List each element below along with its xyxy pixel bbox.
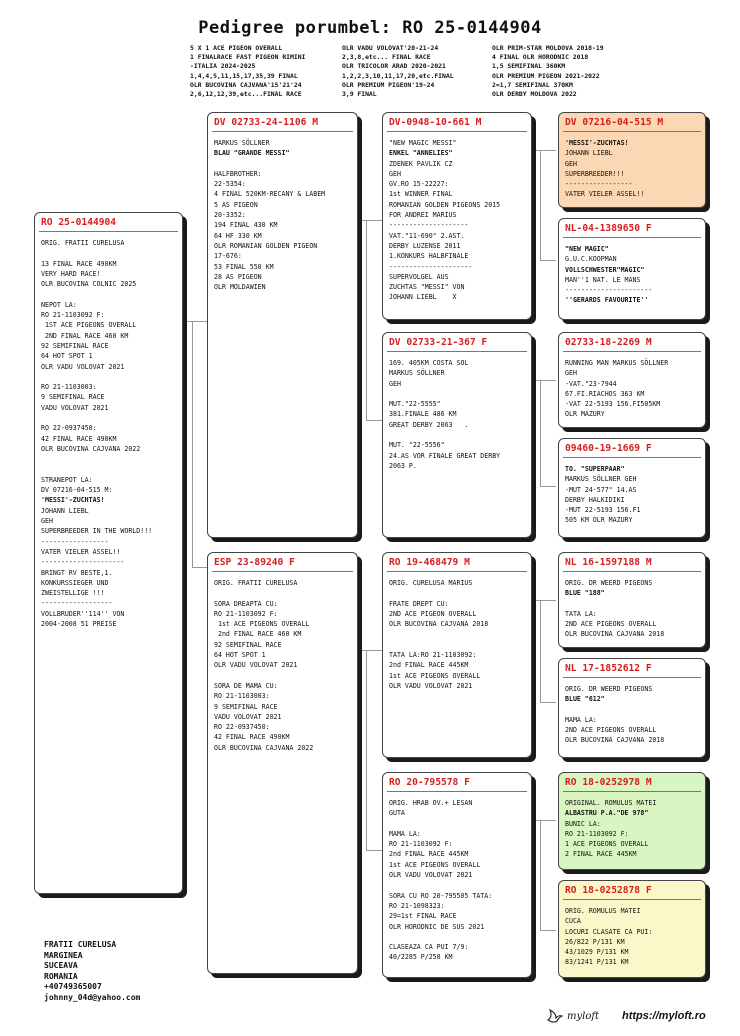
card-ring-number: DV 02733-21-367 F [389, 337, 488, 348]
card-text-line [41, 289, 176, 299]
result-line: 5 X 1 ACE PIGEON OVERALL [190, 44, 283, 52]
card-text-line: VADU VOLOVAT 2021 [214, 712, 282, 721]
card-ring-number: ESP 23-89240 F [214, 557, 295, 568]
connector-line [540, 150, 541, 260]
result-line: 1,5 SEMIFINAL 360KM [492, 62, 566, 71]
card-text-line: HALFBROTHER: [214, 169, 262, 178]
card-text-line: SORA DE MAMA CU: [214, 681, 278, 690]
card-text-line: VERY HARD RACE! [41, 269, 101, 278]
card-text-line: 92 SEMIFINAL RACE [41, 341, 109, 350]
card-text-line: ORIG. HRAB OV.+ LESAN [389, 799, 473, 807]
card-text-line: GV.RO 15-22227: [389, 180, 449, 189]
card-ring-number: NL 17-1852612 F [565, 663, 652, 674]
card-text-line: ORIG. DR WEERD PIGEONS [565, 685, 653, 693]
card-text-line [389, 430, 525, 440]
card-text-line: 194 FINAL 430 KM [214, 221, 278, 230]
site-url-link[interactable]: https://myloft.ro [622, 1010, 706, 1022]
card-text-line: G.U.C.KOOPMAN [565, 255, 617, 264]
result-line: OLR PREMIUM PIGEON 2021-2022 [492, 71, 600, 80]
card-text-line: LOCURI CLASATE CA PUI: [565, 927, 653, 936]
card-text-line: 20-3352: [214, 211, 246, 220]
card-text-line: VATER VIELER ASSEL!! [565, 190, 645, 199]
card-text-line: MAMA LA: [565, 715, 597, 724]
card-text-line: VOLLSCHWESTER"MAGIC" [565, 265, 645, 274]
contact-line: FRATII CURELUSA [44, 940, 117, 949]
card-text-line: CUCA [565, 917, 581, 926]
result-line: OLR VADU VOLOVAT'20-21-24 [342, 44, 439, 52]
card-text-line: 24.AS VOR FINALE GREAT DERBY [389, 451, 501, 460]
result-line: OLR PREMIUM PIGEON'19-24 [342, 80, 435, 89]
card-ring-number: DV-0948-10-661 M [389, 117, 482, 128]
card-text-line: 64 HOT SPOT 1 [41, 352, 93, 361]
card-text-line [41, 248, 176, 258]
card-text-line: OLR BUCOVINA CAJVANA 2018 [389, 620, 489, 629]
result-line: 2=1,7 SEMIFINAL 370KM [492, 80, 573, 89]
card-text-line [389, 588, 525, 598]
result-line: 1 FINALRACE FAST PIGEON RIMINI [190, 53, 306, 62]
card-body [383, 572, 531, 695]
card-text-line: RO 21-1103092 F: [41, 311, 105, 320]
card-text-line: 2nd FINAL RACE 460 KM [214, 630, 302, 639]
contact-line[interactable]: +40749365007 [44, 982, 102, 992]
card-text-line: SUPERBREEDER IN THE WORLD!!! [41, 527, 153, 536]
card-text-line: 2nd FINAL RACE 445KM [389, 850, 469, 859]
card-text-line: OLR BUCOVINA CAJVANA 2018 [565, 630, 665, 639]
card-text-line: CLASEAZA CA PUI 7/9: [389, 943, 469, 952]
card-text-line: ORIG. FRATII CURELUSA [214, 579, 298, 587]
card-text-line: ORIG. CURELUSA MARIUS [389, 579, 473, 587]
connector-line [358, 220, 382, 221]
results-column-1 [190, 44, 305, 99]
card-text-line: GUTA [389, 809, 405, 818]
results-column-2 [342, 44, 454, 99]
card-text-line: SORA DREAPTA CU: [214, 599, 278, 608]
card-text-line: 13 FINAL RACE 490KM [41, 259, 117, 268]
card-ring-number: DV 02733-24-1106 M [214, 117, 318, 128]
card-text-line: GEH [41, 517, 53, 526]
card-text-line [389, 640, 525, 650]
card-text-line: 4 FINAL 520KM-RECANY & LABEM [214, 190, 326, 199]
card-text-line: 67.FI.RIACHOS 363 KM [565, 389, 645, 398]
pigeon-card-dam-dam[interactable] [382, 772, 532, 978]
card-body [559, 352, 705, 424]
card-text-line: OLR HORODNIC DE SUS 2021 [389, 922, 485, 931]
result-line: 1,4,4,5,11,15,17,35,39 FINAL [190, 71, 298, 80]
card-text-line: VOLLBRUDER''114'' VON [41, 609, 125, 618]
card-text-line: OLR VADU VOLOVAT 2021 [389, 871, 473, 880]
card-text-line: -------------------- [389, 221, 469, 230]
card-text-line: GEH [389, 379, 401, 388]
card-text-line: 64 HF 330 KM [214, 231, 262, 240]
connector-line [532, 600, 556, 601]
card-text-line [41, 454, 176, 464]
card-body [383, 792, 531, 967]
card-text-line: 1 ACE PIGEONS OVERALL [565, 840, 649, 849]
card-text-line: ''GERARDS FAVOURITE'' [565, 296, 649, 305]
card-text-line: OLR ROMANIAN GOLDEN PIGEON [214, 241, 318, 250]
card-text-line: 92 SEMIFINAL RACE [214, 640, 282, 649]
card-ring-number: RO 18-0252878 F [565, 885, 652, 896]
result-line: OLR DERBY MOLDOVA 2022 [492, 89, 577, 98]
card-text-line: OLR VADU VOLOVAT 2021 [389, 681, 473, 690]
card-text-line: VADU VOLOVAT 2021 [41, 403, 109, 412]
card-text-line [41, 465, 176, 475]
card-text-line [389, 880, 525, 890]
card-text-line: 43/1029 P/131 KM [565, 948, 629, 957]
card-text-line: RO 22-0937450: [214, 723, 270, 732]
result-line: OLR PRIM-STAR MOLDOVA 2018-19 [492, 44, 604, 52]
connector-line [532, 380, 556, 381]
card-ring-number: 02733-18-2269 M [565, 337, 652, 348]
card-text-line: FRATE DREPT CU: [389, 599, 449, 608]
pigeon-card-dam-dam-sire[interactable] [558, 772, 706, 870]
pigeon-card-sire-sire-sire[interactable] [558, 112, 706, 208]
card-text-line: 2ND ACE PIGEON OVERALL [389, 609, 477, 618]
result-line: 2,6,12,12,39,etc...FINAL RACE [190, 89, 302, 98]
result-line: 1,2,2,3,10,11,17,20,etc.FINAL [342, 71, 454, 80]
card-text-line: SORA CU RO 20-795505 TATA: [389, 891, 493, 900]
card-text-line: OLR MAZURY [565, 410, 605, 419]
pigeon-card-sire-dam-sire[interactable] [558, 332, 706, 428]
card-text-line: RUNNING MAN MARKUS SÖLLNER [565, 359, 669, 367]
card-text-line: TATA LA: [565, 609, 597, 618]
card-text-line: ----------------- [41, 537, 109, 546]
card-text-line: JOHANN LIEBL X [389, 293, 457, 302]
card-ring-number: RO 19-468479 M [389, 557, 470, 568]
card-text-line: BRINGT RV BESTE,1. [41, 568, 113, 577]
card-text-line [389, 819, 525, 829]
card-body [559, 458, 705, 530]
card-text-line: OLR BUCOVINA CAJVANA 2022 [214, 743, 314, 752]
card-text-line: OLR BUCOVINA CAJVANA 2018 [565, 736, 665, 745]
card-text-line: ZDENEK PAVLIK CZ [389, 159, 453, 168]
card-text-line: -MUT 24-577" 14.AS [565, 485, 637, 494]
card-text-line: 1ST ACE PIGEONS OVERALL [41, 321, 137, 330]
card-text-line: ------------------ [41, 599, 113, 608]
card-body [559, 132, 705, 204]
card-ring-number: NL 16-1597188 M [565, 557, 652, 568]
card-text-line: VAT."11-690" 2.AST. [389, 231, 465, 240]
card-text-line: 1st ACE PIGEONS OVERALL [214, 620, 310, 629]
card-text-line: 1.KONKURS HALBFINALE [389, 252, 469, 261]
card-ring-number: 09460-19-1669 F [565, 443, 652, 454]
connector-line [192, 567, 207, 568]
card-text-line: DERBY LUZENSE 2011 [389, 241, 461, 250]
connector-line [358, 650, 382, 651]
connector-line [540, 820, 541, 930]
card-text-line: GEH [389, 169, 401, 178]
results-column-3 [492, 44, 604, 99]
card-text-line: 'MESSI'-ZUCHTAS! [565, 139, 629, 147]
card-ring-number: RO 20-795578 F [389, 777, 470, 788]
card-text-line: 5 AS PIGEON [214, 200, 258, 209]
card-text-line: 1st WINNER FINAL [389, 190, 453, 199]
card-text-line: ----------------- [565, 180, 633, 189]
pigeon-card-dam[interactable] [207, 552, 358, 974]
card-body [559, 792, 705, 864]
card-body [559, 572, 705, 644]
connector-line [366, 650, 367, 850]
card-text-line: SUPERVOLGEL AUS [389, 272, 449, 281]
card-body [559, 900, 705, 972]
card-ring-number: DV 07216-04-515 M [565, 117, 664, 128]
card-text-line [565, 599, 699, 609]
pigeon-card-dam-sire[interactable] [382, 552, 532, 758]
card-text-line: MUT."22-5555" [389, 400, 441, 409]
card-text-line: RO 21-1098323: [389, 901, 445, 910]
card-text-line: ORIG. ROMULUS MATEI [565, 907, 641, 915]
card-text-line [565, 705, 699, 715]
card-text-line: 42 FINAL RACE 490KM [41, 434, 117, 443]
card-text-line [41, 413, 176, 423]
pigeon-card-sire-dam-dam[interactable] [558, 438, 706, 538]
card-text-line: 169. 405KM COSTA SOL [389, 359, 469, 367]
contact-line: SUCEAVA [44, 961, 78, 971]
pigeon-card-main[interactable] [34, 212, 183, 894]
card-body [383, 352, 531, 475]
card-text-line: OLR VADU VOLOVAT 2021 [41, 362, 125, 371]
pigeon-card-dam-sire-dam[interactable] [558, 658, 706, 758]
card-text-line: RO 21-1103092 F: [389, 840, 453, 849]
result-line: 3,9 FINAL [342, 89, 377, 98]
card-text-line: RO 21-1103003: [41, 383, 97, 392]
card-text-line: GEH [565, 369, 577, 378]
card-text-line: MAMA LA: [389, 829, 421, 838]
card-text-line: SUPERBREEDER!!! [565, 169, 625, 178]
card-text-line: TO. "SUPERPAAR" [565, 465, 625, 473]
card-text-line: KONKURSSIEGER UND [41, 578, 109, 587]
card-text-line: OLR BUCOVINA CAJVANA 2022 [41, 444, 141, 453]
card-text-line: 2nd FINAL RACE 445KM [389, 661, 469, 670]
card-body [208, 572, 357, 757]
card-text-line: 22-5354: [214, 180, 246, 189]
card-text-line: MUT. "22-5556" [389, 441, 445, 450]
card-text-line: FOR ANDREI MARIUS [389, 211, 457, 220]
card-text-line: OLR MOLDAWIEN [214, 283, 266, 292]
card-text-line: ZUCHTAS "MESSI" VON [389, 283, 465, 292]
connector-line [540, 930, 556, 931]
card-text-line: 2ND ACE PIGEONS OVERALL [565, 726, 657, 735]
result-line: OLR TRICOLOR ARAD 2020-2021 [342, 62, 446, 71]
card-text-line [214, 671, 351, 681]
card-text-line [389, 932, 525, 942]
card-text-line: 9 SEMIFINAL RACE [214, 702, 278, 711]
card-text-line: 53 FINAL 550 KM [214, 262, 274, 271]
card-body [383, 132, 531, 307]
connector-line [532, 150, 556, 151]
connector-line [540, 260, 556, 261]
card-body [35, 232, 182, 633]
card-text-line: 26/822 P/131 KM [565, 937, 625, 946]
card-text-line: "NEW MAGIC MESSI" [389, 139, 457, 147]
card-text-line: NEPOT LA: [41, 300, 77, 309]
contact-line: ROMANIA [44, 971, 78, 981]
bird-icon [546, 1008, 564, 1024]
card-text-line: --------------------- [389, 262, 473, 271]
card-text-line: 28 AS PIGEON [214, 272, 262, 281]
card-text-line: ROMANIAN GOLDEN PIGEONS 2015 [389, 200, 501, 209]
card-text-line: -MUT 22-5193 156.F1 [565, 506, 641, 515]
pigeon-card-sire-sire-dam[interactable] [558, 218, 706, 320]
card-text-line: 42 FINAL RACE 490KM [214, 733, 290, 742]
result-line: 2,3,8,etc... FINAL RACE [342, 53, 431, 62]
card-text-line: -VAT."23-7944 [565, 379, 617, 388]
card-text-line: GEH [565, 159, 577, 168]
card-text-line: RO 21-1103003: [214, 692, 270, 701]
pigeon-card-sire-dam[interactable] [382, 332, 532, 538]
card-text-line: 2ND FINAL RACE 460 KM [41, 331, 129, 340]
card-ring-number: RO 25-0144904 [41, 217, 117, 228]
card-text-line [214, 588, 351, 598]
card-text-line: BLUE "188" [565, 589, 605, 598]
result-line: 4 FINAL OLR HORODNIC 2018 [492, 53, 589, 62]
card-body [559, 238, 705, 310]
card-text-line [389, 629, 525, 639]
card-text-line: 83/1241 P/131 KM [565, 958, 629, 967]
card-text-line: 29=1st FINAL RACE [389, 912, 457, 921]
card-text-line: ---------------------- [565, 286, 653, 295]
card-text-line: 17-676: [214, 252, 242, 261]
connector-line [532, 820, 556, 821]
card-text-line: RO 21-1103092 F: [214, 609, 278, 618]
card-text-line: JOHANN LIEBL [41, 506, 89, 515]
connector-line [540, 380, 541, 486]
card-body [559, 678, 705, 750]
result-line: -ITALIA 2024-2025 [190, 62, 256, 71]
card-text-line: 64 HOT SPOT 1 [214, 651, 266, 660]
pigeon-card-sire[interactable] [207, 112, 358, 538]
breeder-contact [44, 940, 140, 1004]
card-text-line: 40/2285 P/258 KM [389, 953, 453, 962]
card-text-line: 1st ACE PIGEONS OVERALL [389, 671, 481, 680]
pigeon-card-sire-sire[interactable] [382, 112, 532, 320]
card-text-line: GREAT DERBY 2063 . [389, 420, 469, 429]
card-text-line: --------------------- [41, 558, 125, 567]
card-text-line: ENKEL "ANNELIES" [389, 149, 453, 158]
card-text-line: STRANEPOT LA: [41, 475, 93, 484]
card-text-line: MARKUS SÖLLNER GEH [565, 475, 637, 484]
connector-line [192, 321, 193, 567]
page-title: Pedigree porumbel: RO 25-0144904 [198, 18, 542, 38]
card-text-line: ZWEISTELLIGE !!! [41, 589, 105, 598]
card-text-line: RO 22-0937450: [41, 424, 97, 433]
card-text-line: 'MESSI'-ZUCHTAS! [41, 496, 105, 505]
contact-line: MARGINEA [44, 950, 83, 960]
card-text-line: 381.FINALE 486 KM [389, 410, 457, 419]
logo-text: myloft [567, 1010, 600, 1022]
card-text-line: 1st ACE PIGEONS OVERALL [389, 860, 481, 869]
connector-line [540, 600, 541, 702]
card-ring-number: RO 18-0252978 M [565, 777, 652, 788]
connector-line [540, 486, 556, 487]
card-text-line: 2 FINAL RACE 445KM [565, 850, 637, 859]
card-text-line: 2063 P. [389, 461, 417, 470]
card-text-line [389, 389, 525, 399]
card-text-line: VATER VIELER ASSEL!! [41, 547, 121, 556]
connector-line [366, 220, 367, 420]
brand-logo [546, 1008, 599, 1024]
card-text-line: "NEW MAGIC" [565, 245, 609, 253]
card-text-line: MARKUS SÖLLNER [214, 139, 270, 147]
card-text-line: 9 SEMIFINAL RACE [41, 393, 105, 402]
result-line: OLR BUCOVINA CAJVANA'15'21'24 [190, 80, 302, 89]
card-text-line: MARKUS SÖLLNER [389, 369, 445, 378]
card-text-line: MAN''1 NAT. LE MANS [565, 275, 641, 284]
connector-line [540, 702, 556, 703]
card-text-line: JOHANN LIEBL [565, 149, 613, 158]
card-text-line: DERBY HALKIDIKI [565, 495, 625, 504]
card-text-line: BLAU "GRANDE MESSI" [214, 149, 290, 158]
connector-line [366, 850, 382, 851]
card-text-line: RO 21-1103092 F: [565, 829, 629, 838]
card-ring-number: NL-04-1389650 F [565, 223, 652, 234]
card-text-line: ORIGINAL. ROMULUS MATEI [565, 799, 657, 807]
card-text-line: ORIG. DR WEERD PIGEONS [565, 579, 653, 587]
card-text-line: TATA LA:RO 21-1103092: [389, 651, 477, 660]
card-text-line: ALBASTRU P.A."DE 978" [565, 809, 649, 818]
pigeon-card-dam-sire-sire[interactable] [558, 552, 706, 648]
card-text-line: 2004-2008 51 PREISE [41, 619, 117, 628]
connector-line [366, 420, 382, 421]
connector-line [183, 321, 207, 322]
card-text-line: -VAT 22-5193 156.FI505KM [565, 400, 661, 409]
card-text-line: 505 KM OLR MAZURY [565, 516, 633, 525]
card-text-line: BLUE "612" [565, 695, 605, 704]
contact-line[interactable]: johnny_04d@yahoo.com [44, 992, 141, 1002]
card-text-line: OLR BUCOVINA COLNIC 2025 [41, 280, 137, 289]
card-text-line: OLR VADU VOLOVAT 2021 [214, 661, 298, 670]
card-text-line [41, 372, 176, 382]
card-text-line [214, 159, 351, 169]
card-text-line: BUNIC LA: [565, 819, 601, 828]
pigeon-card-dam-dam-dam[interactable] [558, 880, 706, 978]
card-text-line: DV 07216-04-515 M: [41, 486, 113, 495]
card-text-line: ORIG. FRATII CURELUSA [41, 239, 125, 247]
card-body [208, 132, 357, 296]
card-text-line: 2ND ACE PIGEONS OVERALL [565, 620, 657, 629]
